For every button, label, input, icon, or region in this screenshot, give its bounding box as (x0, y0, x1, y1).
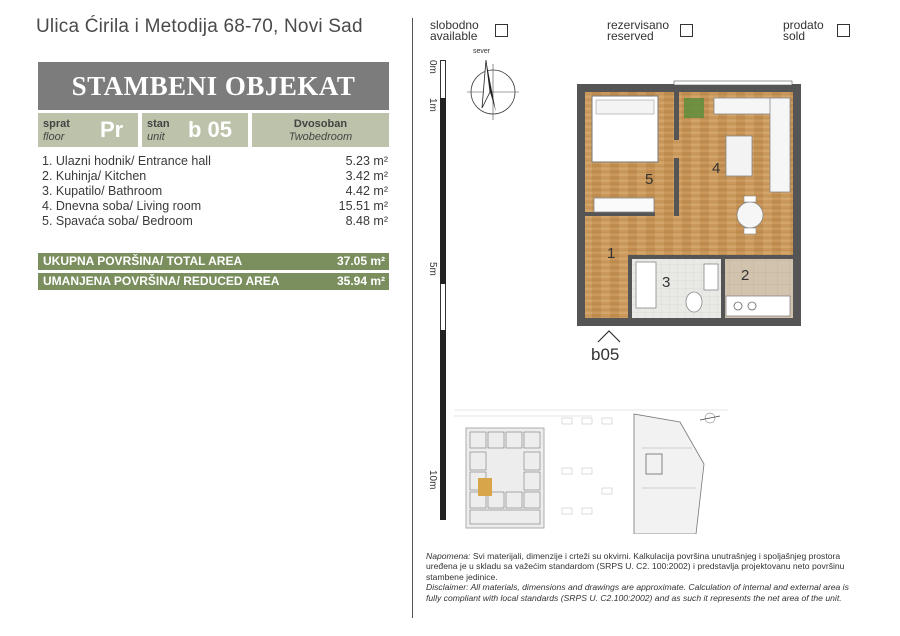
room-name: 4. Dnevna soba/ Living room (42, 199, 202, 213)
reduced-area-value: 35.94 m² (336, 274, 385, 288)
type-cell (252, 113, 389, 147)
status-sold-label-en: sold (783, 29, 806, 43)
room-number: 3 (662, 274, 671, 291)
list-item (42, 214, 388, 229)
floor-plan (574, 80, 804, 328)
status-reserved (607, 20, 669, 42)
divider (412, 18, 413, 618)
reduced-area-bar (38, 273, 389, 290)
note-sr-text: Svi materijali, dimenzije i crteži su okvirni. Kalkulacija površina unutrašnjeg i spoljašnjeg prostora uređena je u skladu sa važećim standardom (SRPS U. C2. 100:2002) i predstavlja projektovanu neto površinu stambene jedinice. (426, 551, 845, 582)
address: Ulica Ćirila i Metodija 68-70, Novi Sad (36, 16, 363, 37)
disclaimer-note (426, 551, 866, 603)
unit-type-en: Twobedroom (288, 131, 353, 143)
floor-value: Pr (100, 117, 124, 142)
scale-label-1: 1m (427, 98, 438, 112)
room-area: 8.48 m² (345, 214, 388, 228)
list-item (42, 199, 388, 214)
sold-checkbox[interactable] (837, 24, 850, 37)
scale-bar-segment (440, 330, 446, 520)
room-area: 5.23 m² (345, 154, 388, 168)
scale-label-5: 5m (427, 262, 438, 276)
unit-type: Dvosoban (293, 118, 348, 130)
room-area: 4.42 m² (345, 184, 388, 198)
list-item (42, 184, 388, 199)
room-name: 5. Spavaća soba/ Bedroom (42, 214, 193, 228)
floor-cell (38, 113, 138, 147)
note-en (426, 582, 866, 603)
total-area-bar (38, 253, 389, 270)
note-en-text: All materials, dimensions and drawings are approximate. Calculation of internal and external area is fully compliant with local standards (SRPS U. C2.100:2002) and as such it represents the net area of the unit. (426, 582, 849, 603)
status-reserved-label-en: reserved (607, 29, 654, 43)
reserved-checkbox[interactable] (680, 24, 693, 37)
room-number: 5 (645, 171, 654, 188)
available-checkbox[interactable] (495, 24, 508, 37)
status-available-label-en: available (430, 29, 478, 43)
floor-label-en: floor (43, 131, 65, 143)
unit-label: stan (147, 118, 170, 130)
scale-label-0: 0m (427, 60, 438, 74)
unit-label-en: unit (147, 131, 165, 143)
unit-plan-label: b05 (591, 345, 620, 364)
total-area-value: 37.05 m² (336, 254, 385, 268)
note-en-label: Disclaimer: (426, 582, 469, 593)
note-sr (426, 551, 866, 582)
unit-cell (142, 113, 248, 147)
room-number: 2 (741, 267, 750, 284)
status-available (430, 20, 479, 42)
room-area: 15.51 m² (338, 199, 388, 213)
compass-label: sever (473, 48, 491, 55)
floor-label: sprat (43, 118, 70, 130)
building-banner: STAMBENI OBJEKAT (38, 62, 389, 110)
room-area: 3.42 m² (345, 169, 388, 183)
status-reserved-label: rezervisano (607, 18, 670, 32)
entrance-arrow-icon (596, 328, 622, 344)
room-number: 4 (712, 160, 721, 177)
status-sold-label: prodato (783, 18, 824, 32)
room-name: 2. Kuhinja/ Kitchen (42, 169, 147, 183)
list-item (42, 154, 388, 169)
status-available-label: slobodno (430, 18, 479, 32)
compass-icon (462, 56, 524, 128)
list-item (42, 169, 388, 184)
room-name: 3. Kupatilo/ Bathroom (42, 184, 163, 198)
site-plan (452, 408, 728, 534)
note-sr-label: Napomena: (426, 551, 471, 561)
reduced-area-label: UMANJENA POVRŠINA/ REDUCED AREA (43, 274, 280, 288)
unit-value: b 05 (188, 117, 233, 142)
room-number: 1 (607, 245, 616, 262)
total-area-label: UKUPNA POVRŠINA/ TOTAL AREA (43, 254, 243, 268)
status-sold (783, 20, 824, 42)
scale-bar-segment (440, 98, 446, 284)
room-name: 1. Ulazni hodnik/ Entrance hall (42, 154, 211, 168)
scale-label-10: 10m (427, 470, 438, 490)
rooms-list (42, 154, 388, 229)
